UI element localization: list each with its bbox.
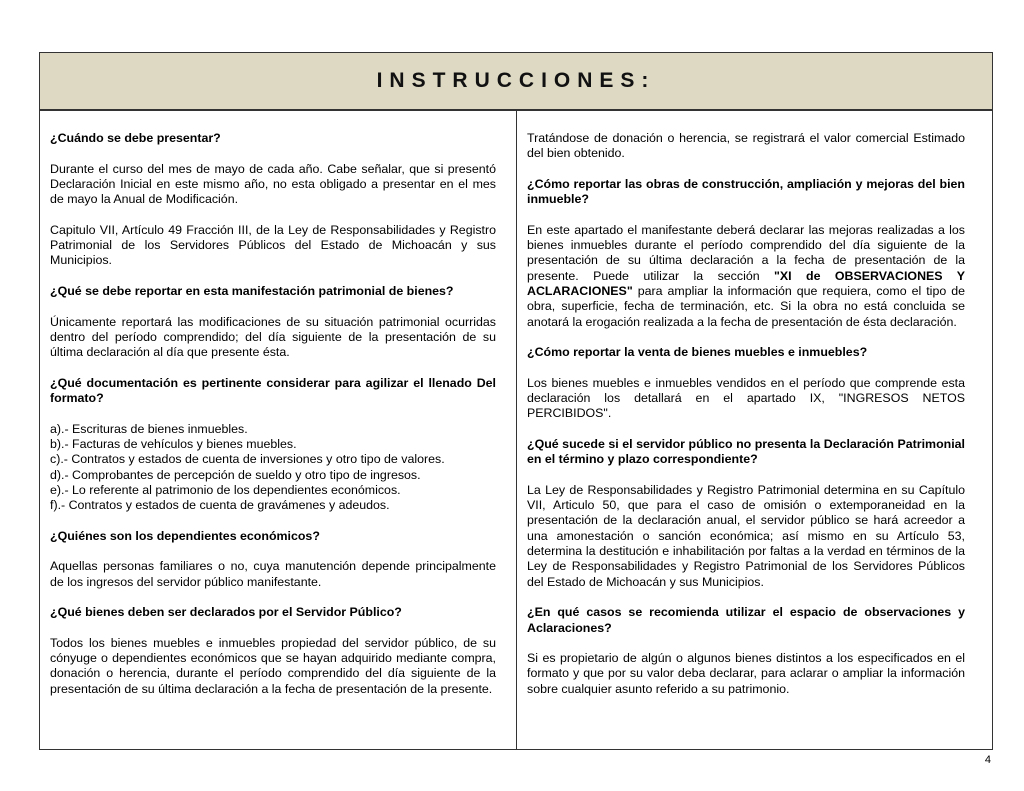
instructions-frame	[39, 52, 993, 750]
list-item: b).- Facturas de vehículos y bienes muebles.	[50, 436, 297, 451]
donation-note: Tratándose de donación o herencia, se registrará el valor comercial Estimado del bien obtenido.	[527, 131, 965, 161]
question-when: ¿Cuándo se debe presentar?	[50, 131, 221, 145]
question-what-report: ¿Qué se debe reportar en esta manifestación patrimonial de bienes?	[50, 283, 454, 298]
list-item: a).- Escrituras de bienes inmuebles.	[50, 421, 248, 436]
answer-declared-assets: Todos los bienes muebles e inmuebles propiedad del servidor público, de su cónyuge o dependientes económicos que se hayan adquirido mediante compra, donación o herencia, durante el período comprendido del día siguiente de la presentación de su última declaración a la fecha de presentación de la presente.	[50, 635, 496, 696]
page-title: INSTRUCCIONES:	[376, 69, 656, 92]
documentation-list	[50, 422, 496, 514]
answer-construction-part1: En este apartado el manifestante deberá declarar las mejoras realizadas a los bienes inmuebles durante el período comprendido del día siguiente de la presentación de su última declaración a la fecha de presentación de la presente. Puede utilizar la sección	[527, 222, 965, 283]
instructions-header	[40, 53, 992, 111]
answer-sale: Los bienes muebles e inmuebles vendidos en el período que comprende esta declaración los detallará en el apartado IX, "INGRESOS NETOS PERCIBIDOS".	[527, 375, 965, 421]
right-column	[527, 131, 965, 712]
question-construction: ¿Cómo reportar las obras de construcción, ampliación y mejoras del bien inmueble?	[527, 176, 965, 207]
left-column	[50, 131, 496, 712]
answer-observations: Si es propietario de algún o algunos bienes distintos a los especificados en el formato y que por su valor deba declarar, para aclarar o ampliar la información sobre cualquier asunto referido a su patrimonio.	[527, 651, 965, 696]
list-item: c).- Contratos y estados de cuenta de inversiones y otro tipo de valores.	[50, 452, 445, 467]
observations-section-ref: "XI de OBSERVACIONES Y ACLARACIONES"	[527, 268, 965, 298]
question-declared-assets: ¿Qué bienes deben ser declarados por el Servidor Público?	[50, 605, 402, 620]
list-item: e).- Lo referente al patrimonio de los dependientes económicos.	[50, 482, 401, 497]
page-number: 4	[984, 754, 991, 766]
question-not-presented: ¿Qué sucede si el servidor público no presenta la Declaración Patrimonial en el término y plazo correspondiente?	[527, 436, 965, 467]
list-item: d).- Comprobantes de percepción de sueldo y otro tipo de ingresos.	[50, 467, 421, 482]
answer-not-presented: La Ley de Responsabilidades y Registro Patrimonial determina en su Capítulo VII, Articulo 50, que para el caso de omisión o extemporaneidad en la presentación de la declaración anual, el servidor público se hará acreedor a una amonestación o sanción económica; así mismo en su Artículo 53, determina la destitución e inhabilitación por faltas a la verdad en términos de la Ley de Responsabilidades y Registro Patrimonial de los Servidores Públicos del Estado de Michoacán y sus Municipios.	[527, 482, 965, 589]
question-documentation: ¿Qué documentación es pertinente considerar para agilizar el llenado Del formato?	[50, 375, 496, 406]
question-dependents: ¿Quiénes son los dependientes económicos?	[50, 528, 320, 543]
column-divider	[516, 109, 517, 749]
answer-construction	[527, 223, 965, 330]
answer-what-report: Únicamente reportará las modificaciones de su situación patrimonial ocurridas dentro del período comprendido; del día siguiente de la presentación de su última declaración al día que presente ésta.	[50, 314, 496, 360]
answer-when: Durante el curso del mes de mayo de cada año. Cabe señalar, que si presentó Declaración Inicial en este mismo año, no esta obligado a presentar en el mes de mayo la Anual de Modificación.	[50, 161, 496, 207]
answer-construction-part2: para ampliar la información que requiera, como el tipo de obra, superficie, fecha de terminación, etc. Si la obra no está concluida se anotará la erogación realizada a la fecha de presentación de ésta declaración.	[527, 283, 965, 329]
question-sale: ¿Cómo reportar la venta de bienes muebles e inmuebles?	[527, 345, 868, 360]
list-item: f).- Contratos y estados de cuenta de gravámenes y adeudos.	[50, 498, 390, 513]
answer-dependents: Aquellas personas familiares o no, cuya manutención depende principalmente de los ingresos del servidor público manifestante.	[50, 559, 496, 589]
legal-reference: Capitulo VII, Artículo 49 Fracción III, de la Ley de Responsabilidades y Registro Patrimonial de los Servidores Públicos del Estado de Michoacán y sus Municipios.	[50, 222, 496, 268]
question-observations: ¿En qué casos se recomienda utilizar el espacio de observaciones y Aclaraciones?	[527, 605, 965, 635]
